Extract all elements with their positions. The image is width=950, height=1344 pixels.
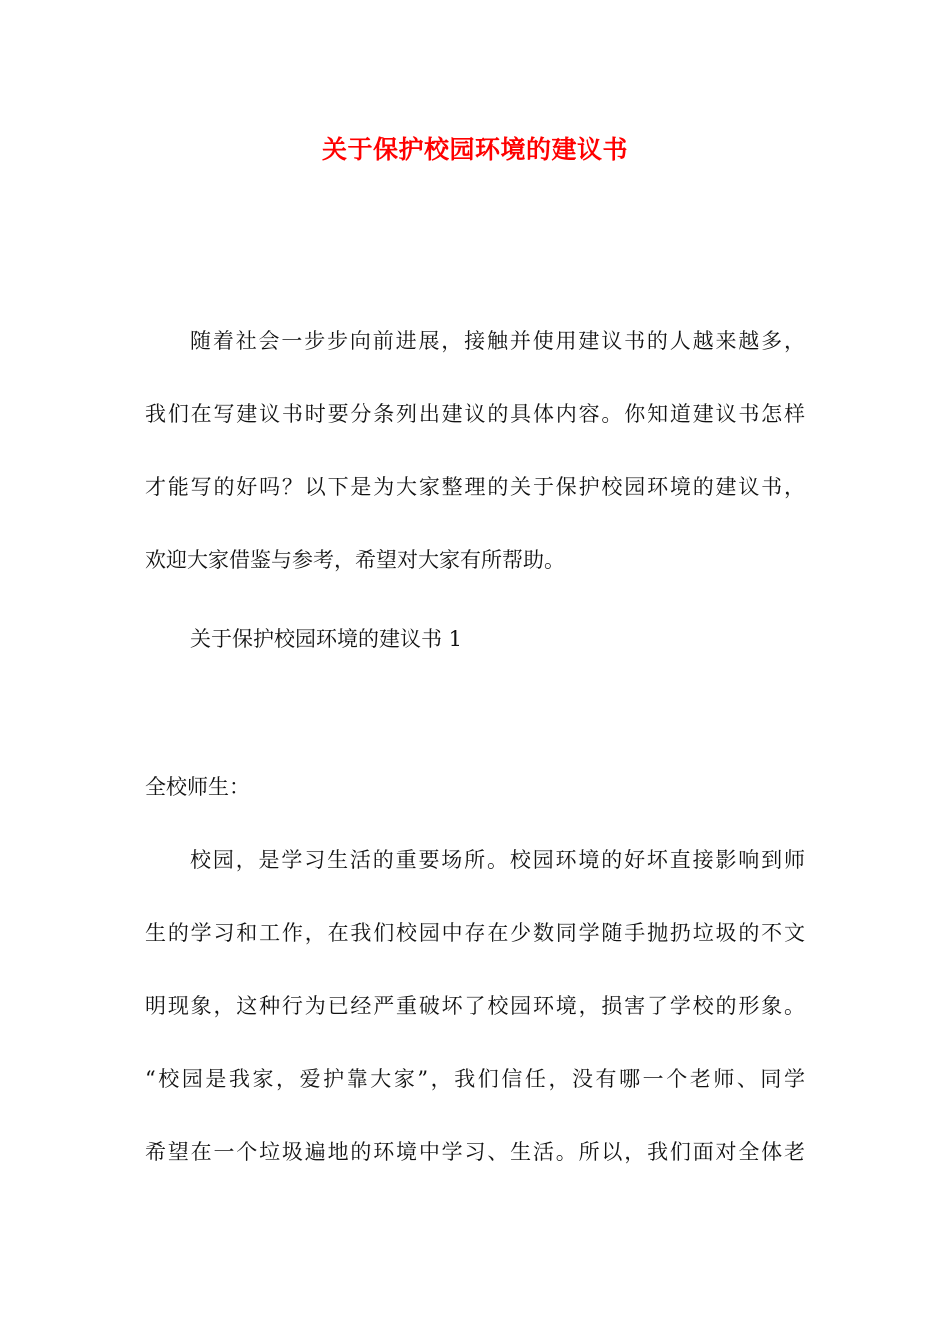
section-heading: 关于保护校园环境的建议书 1 [190,627,463,651]
paragraph-line: 希望在一个垃圾遍地的环境中学习、生活。所以，我们面对全体老 [145,1140,805,1164]
paragraph-line: 生的学习和工作，在我们校园中存在少数同学随手抛扔垃圾的不文 [145,921,805,945]
paragraph-line: 明现象，这种行为已经严重破坏了校园环境，损害了学校的形象。 [145,994,805,1018]
paragraph-line: “校园是我家，爱护靠大家”，我们信任，没有哪一个老师、同学 [145,1067,805,1091]
paragraph-line: 欢迎大家借鉴与参考，希望对大家有所帮助。 [145,548,565,572]
document-title: 关于保护校园环境的建议书 [321,135,628,164]
paragraph-line: 随着社会一步步向前进展，接触并使用建议书的人越来越多， [190,329,805,353]
paragraph-line: 我们在写建议书时要分条列出建议的具体内容。你知道建议书怎样 [145,402,805,426]
paragraph-line: 校园，是学习生活的重要场所。校园环境的好坏直接影响到师 [190,848,805,872]
paragraph-line: 才能写的好吗？以下是为大家整理的关于保护校园环境的建议书， [145,475,805,499]
salutation: 全校师生： [145,775,250,799]
